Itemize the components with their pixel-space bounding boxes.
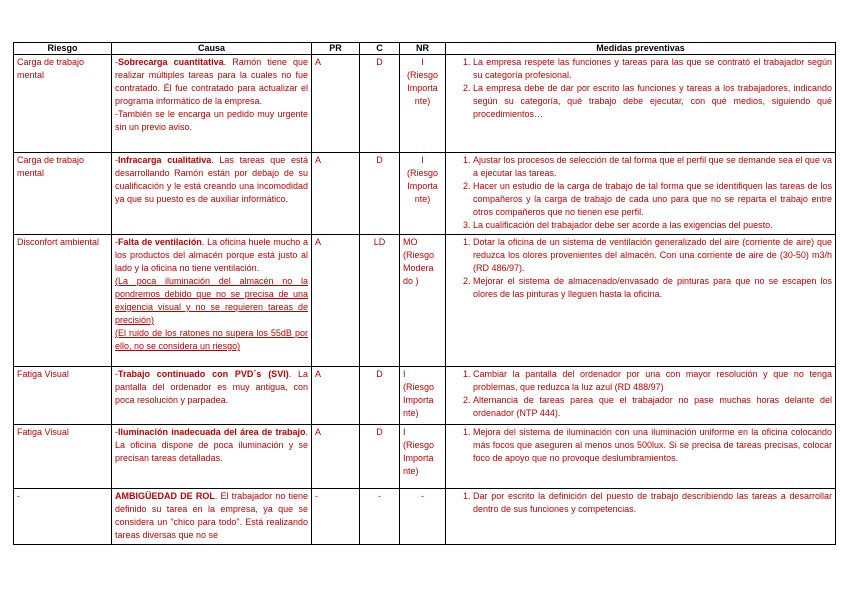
- risk-table: [13, 42, 836, 545]
- medidas-cell: [446, 367, 836, 425]
- table-row: [14, 153, 836, 235]
- nr-cell: -: [400, 489, 446, 545]
- nr-cell: I (Riesgo Importa nte): [400, 55, 446, 153]
- riesgo-cell: Carga de trabajo mental: [14, 153, 112, 235]
- causa-cell: -Trabajo continuado con PVD´s (SVI). La pantalla del ordenador es muy antigua, con poca resolución y parpadea.: [112, 367, 312, 425]
- c-cell: D: [360, 367, 400, 425]
- pr-cell: A: [312, 425, 360, 489]
- list-item: 2. La empresa debe de dar por escrito las funciones y tareas a los trabajadores, indicando según su categoría, qué trabajo debe ejecutar, con qué medios, siguiendo qué procedimientos…: [473, 82, 832, 121]
- header-c: C: [360, 43, 400, 55]
- list-item: 2. Mejorar el sistema de almacenado/envasado de pinturas para que no se escapen los olores de las pinturas y lleguen hasta la oficina.: [473, 275, 832, 301]
- medidas-cell: [446, 489, 836, 545]
- c-cell: D: [360, 425, 400, 489]
- pr-cell: -: [312, 489, 360, 545]
- list-item: 1. Dotar la oficina de un sistema de ventilación generalizado del aire (corriente de aire) que reduzca los olores provenientes del almacén. Con una corriente de aire de (30-50) m3/h (RD 486/97).: [473, 236, 832, 275]
- list-item: 3. La cualificación del trabajador debe ser acorde a las exigencias del puesto.: [473, 219, 832, 232]
- table-row: [14, 489, 836, 545]
- nr-cell: I (Riesgo Importa nte): [400, 367, 446, 425]
- nr-cell: I (Riesgo Importa nte): [400, 153, 446, 235]
- causa-cell: AMBIGÜEDAD DE ROL. El trabajador no tiene definido su tarea en la empresa, ya que se considera un "chico para todo". Está realizando tareas diversas que no se: [112, 489, 312, 545]
- header-pr: PR: [312, 43, 360, 55]
- list-item: 1. Ajustar los procesos de selección de tal forma que el perfil que se demande sea el que va a ejecutar las tareas.: [473, 154, 832, 180]
- pr-cell: A: [312, 153, 360, 235]
- riesgo-cell: Carga de trabajo mental: [14, 55, 112, 153]
- c-cell: D: [360, 55, 400, 153]
- causa-cell: -Falta de ventilación. La oficina huele mucho a los productos del almacén porque está justo al lado y la oficina no tiene ventilación. (La poca iluminación del almacén no la pondremos debido que no se precisa de una exigencia visual y no se requieren tareas de precisión) (El ruido de los ratones no supera los 55dB por ello, no se considera un riesgo): [112, 235, 312, 367]
- riesgo-cell: Fatiga Visual: [14, 367, 112, 425]
- table-row: [14, 235, 836, 367]
- header-nr: NR: [400, 43, 446, 55]
- pr-cell: A: [312, 235, 360, 367]
- list-item: 2. Hacer un estudio de la carga de trabajo de tal forma que se identifiquen las tareas de los compañeros y la carga de trabajo de cada uno para que no se reparta el trabajo entre otros compañeros que no tienen ese perfil.: [473, 180, 832, 219]
- riesgo-cell: Fatiga Visual: [14, 425, 112, 489]
- causa-cell: -Iluminación inadecuada del área de trabajo. La oficina dispone de poca iluminación y se precisan tareas detalladas.: [112, 425, 312, 489]
- medidas-cell: [446, 235, 836, 367]
- medidas-cell: [446, 55, 836, 153]
- table-row: [14, 425, 836, 489]
- medidas-cell: [446, 153, 836, 235]
- header-causa: Causa: [112, 43, 312, 55]
- c-cell: D: [360, 153, 400, 235]
- pr-cell: A: [312, 367, 360, 425]
- list-item: 1. Mejora del sistema de iluminación con una iluminación uniforme en la oficina colocando más focos que aseguren al menos unos 500lux. Si se precisa de tareas precisas, colocar foco de apoyo que no provoque deslumbramientos.: [473, 426, 832, 465]
- list-item: 1. Cambiar la pantalla del ordenador por una con mayor resolución y que no tenga problemas, que reduzca la luz azul (RD 488/97): [473, 368, 832, 394]
- riesgo-cell: -: [14, 489, 112, 545]
- list-item: 1. La empresa respete las funciones y tareas para las que se contrató el trabajador según su categoría profesional.: [473, 56, 832, 82]
- header-riesgo: Riesgo: [14, 43, 112, 55]
- list-item: 2. Alternancia de tareas parea que el trabajador no pase muchas horas delante del ordenador (NTP 444).: [473, 394, 832, 420]
- pr-cell: A: [312, 55, 360, 153]
- header-medidas: Medidas preventivas: [446, 43, 836, 55]
- causa-cell: -Infracarga cualitativa. Las tareas que está desarrollando Ramón están por debajo de su cualificación y le está creando una incomodidad ya que su puesto es de auxiliar informático.: [112, 153, 312, 235]
- c-cell: -: [360, 489, 400, 545]
- riesgo-cell: Disconfort ambiental: [14, 235, 112, 367]
- table-header-row: [14, 43, 836, 55]
- c-cell: LD: [360, 235, 400, 367]
- list-item: 1. Dar por escrito la definición del puesto de trabajo describiendo las tareas a desarrollar dentro de sus funciones y competencias.: [473, 490, 832, 516]
- causa-cell: -Sobrecarga cuantitativa. Ramón tiene que realizar múltiples tareas para la cuales no fue contratado. Él fue contratado para actualizar el programa informático de la empresa. -También se le encarga un pedido muy urgente sin un previo aviso.: [112, 55, 312, 153]
- nr-cell: MO (Riesgo Modera do ): [400, 235, 446, 367]
- medidas-cell: [446, 425, 836, 489]
- table-row: [14, 367, 836, 425]
- nr-cell: I (Riesgo Importa nte): [400, 425, 446, 489]
- table-row: [14, 55, 836, 153]
